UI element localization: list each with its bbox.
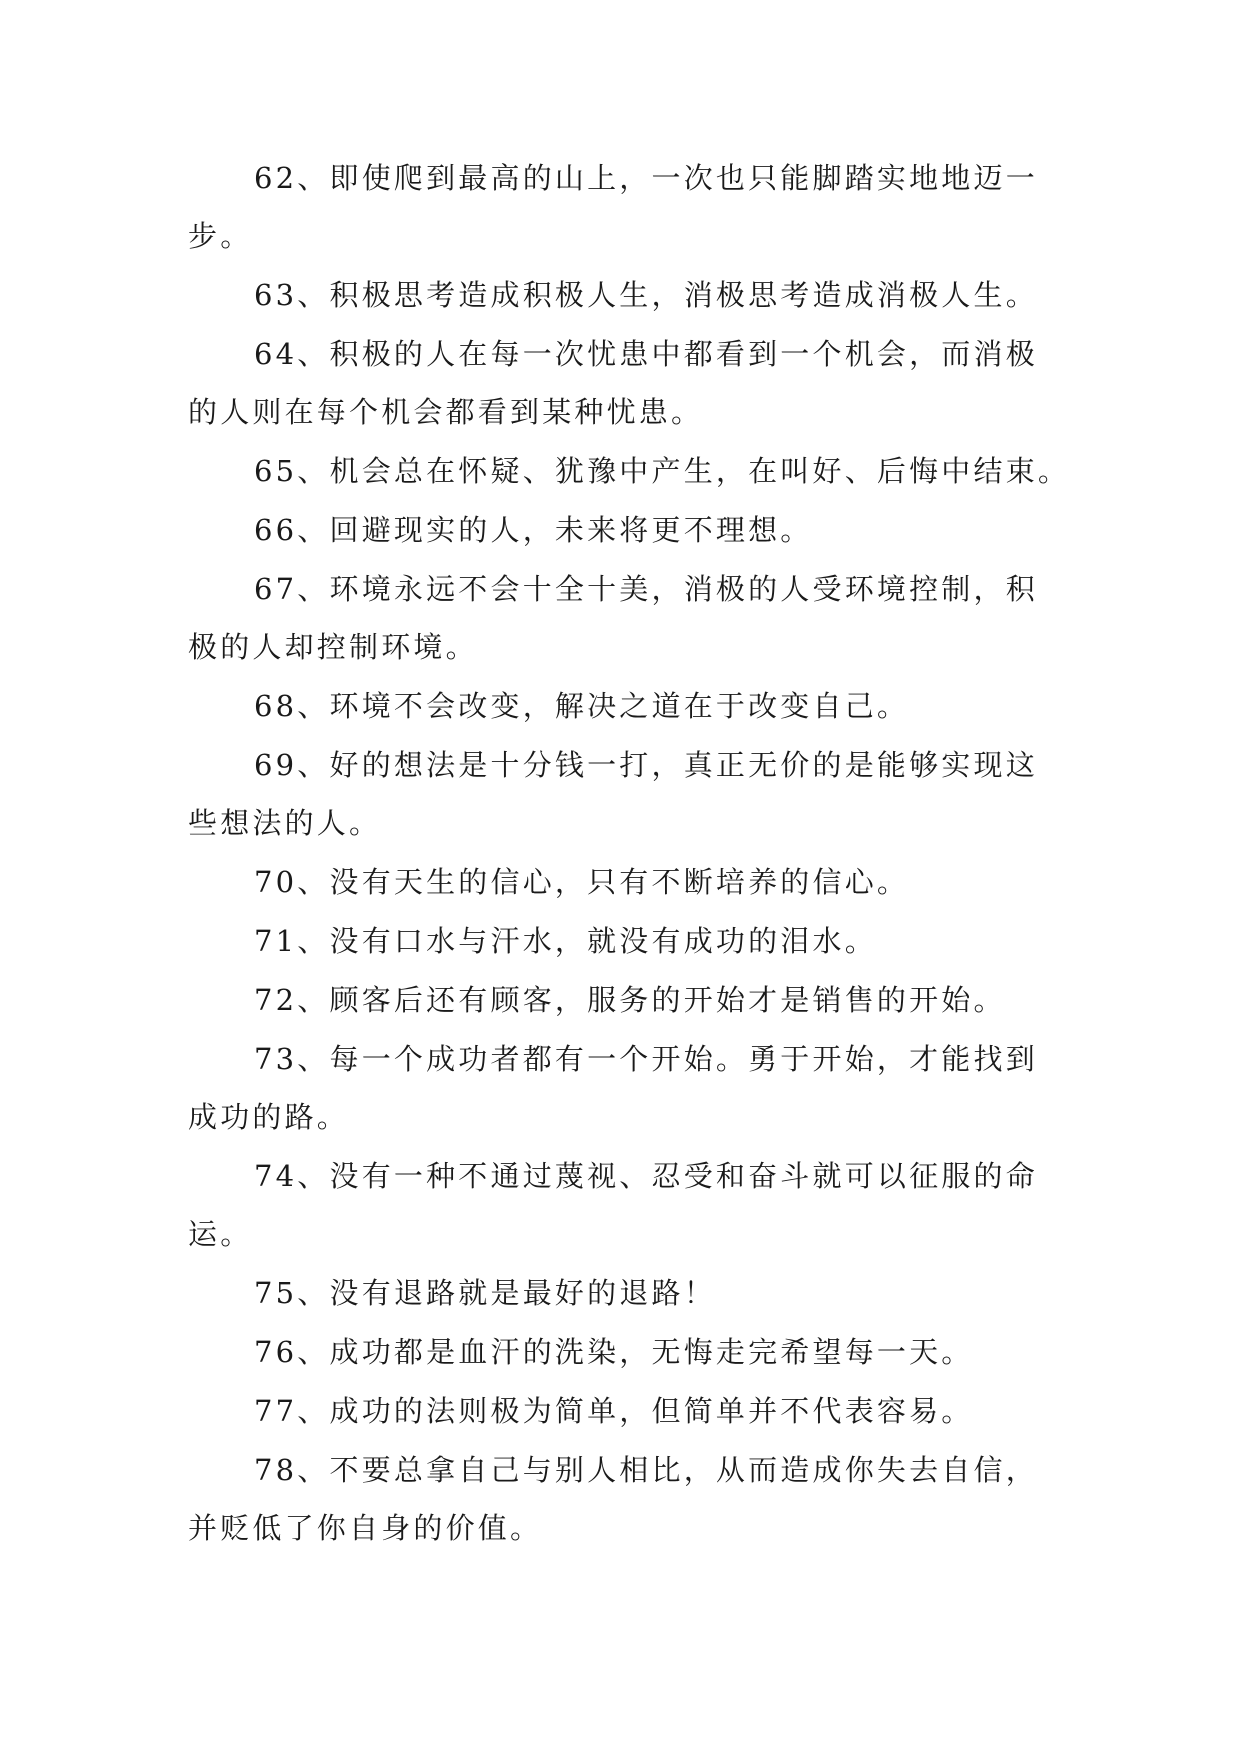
quote-63 <box>188 275 1068 315</box>
quote-line: 成功的路。 <box>188 1100 350 1134</box>
quote-72 <box>188 980 1068 1020</box>
quote-line: 66、回避现实的人，未来将更不理想。 <box>254 513 813 547</box>
quote-78 <box>188 1450 1068 1548</box>
quote-line: 67、环境永远不会十全十美，消极的人受环境控制，积 <box>254 572 1038 606</box>
quote-74 <box>188 1156 1068 1254</box>
quote-line: 77、成功的法则极为简单，但简单并不代表容易。 <box>254 1394 974 1428</box>
quote-line: 64、积极的人在每一次忧患中都看到一个机会，而消极 <box>254 337 1038 371</box>
quote-line: 的人则在每个机会都看到某种忧患。 <box>188 395 704 429</box>
quote-73 <box>188 1039 1068 1137</box>
quote-line: 74、没有一种不通过蔑视、忍受和奋斗就可以征服的命 <box>254 1159 1038 1193</box>
quote-line: 73、每一个成功者都有一个开始。勇于开始，才能找到 <box>254 1042 1038 1076</box>
quote-75 <box>188 1273 1068 1313</box>
quote-62 <box>188 158 1068 256</box>
quote-line: 步。 <box>188 219 253 253</box>
quote-line: 69、好的想法是十分钱一打，真正无价的是能够实现这 <box>254 748 1038 782</box>
quote-64 <box>188 334 1068 432</box>
quote-line: 71、没有口水与汗水，就没有成功的泪水。 <box>254 924 877 958</box>
quote-71 <box>188 921 1068 961</box>
quote-line: 62、即使爬到最高的山上，一次也只能脚踏实地地迈一 <box>254 161 1038 195</box>
quote-77 <box>188 1391 1068 1431</box>
quote-76 <box>188 1332 1068 1372</box>
quote-line: 78、不要总拿自己与别人相比，从而造成你失去自信， <box>254 1453 1038 1487</box>
quote-line: 68、环境不会改变，解决之道在于改变自己。 <box>254 689 910 723</box>
quote-line: 72、顾客后还有顾客，服务的开始才是销售的开始。 <box>254 983 1006 1017</box>
quote-line: 65、机会总在怀疑、犹豫中产生，在叫好、后悔中结束。 <box>254 454 1071 488</box>
quote-66 <box>188 510 1068 550</box>
quote-line: 些想法的人。 <box>188 806 382 840</box>
quote-70 <box>188 862 1068 902</box>
quote-line: 并贬低了你自身的价值。 <box>188 1511 543 1545</box>
quote-line: 75、没有退路就是最好的退路！ <box>254 1276 716 1310</box>
quote-line: 70、没有天生的信心，只有不断培养的信心。 <box>254 865 910 899</box>
quote-67 <box>188 569 1068 667</box>
quote-69 <box>188 745 1068 843</box>
quote-list <box>188 158 1071 1567</box>
quote-68 <box>188 686 1068 726</box>
quote-line: 极的人却控制环境。 <box>188 630 478 664</box>
quote-line: 76、成功都是血汗的洗染，无悔走完希望每一天。 <box>254 1335 974 1369</box>
quote-65 <box>188 451 1071 491</box>
quote-line: 运。 <box>188 1217 253 1251</box>
quote-line: 63、积极思考造成积极人生，消极思考造成消极人生。 <box>254 278 1038 312</box>
